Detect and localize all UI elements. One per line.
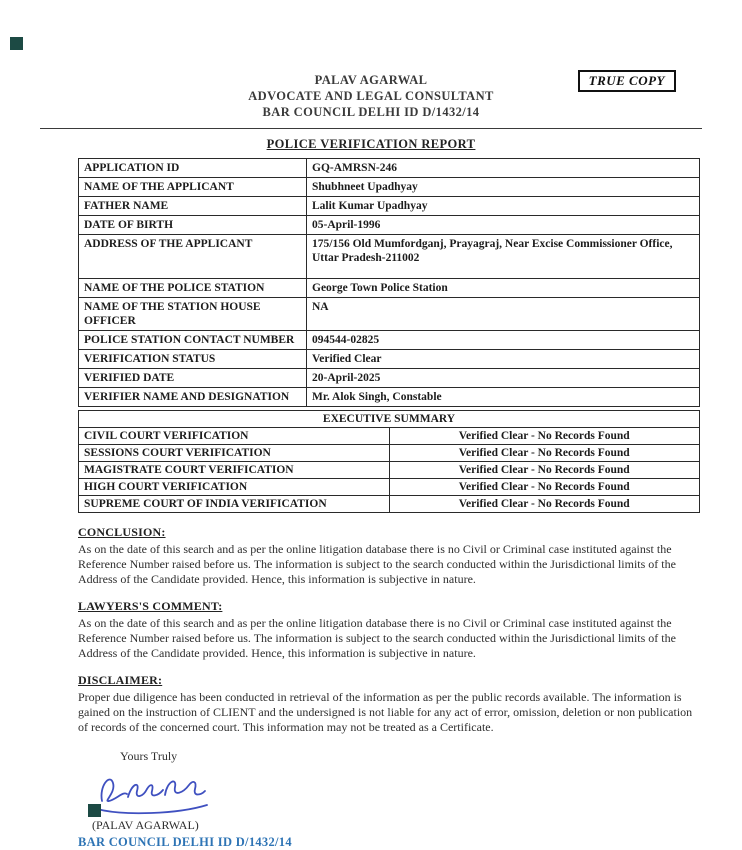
- signature-svg: [92, 768, 212, 818]
- field-value: 094544-02825: [307, 331, 700, 350]
- section-conclusion: [78, 525, 700, 587]
- advocate-designation: ADVOCATE AND LEGAL CONSULTANT: [248, 89, 494, 103]
- table-row: [79, 331, 700, 350]
- field-label: CIVIL COURT VERIFICATION: [79, 428, 390, 445]
- table-row: [79, 216, 700, 235]
- field-value: George Town Police Station: [307, 279, 700, 298]
- section-lawyers-comment: [78, 599, 700, 661]
- field-label: SUPREME COURT OF INDIA VERIFICATION: [79, 496, 390, 513]
- field-label: NAME OF THE POLICE STATION: [79, 279, 307, 298]
- conclusion-heading: CONCLUSION:: [78, 525, 166, 539]
- conclusion-text: As on the date of this search and as per the online litigation database there is no Civil or Criminal case instituted against the Reference Number raised before us. The information is subject to the search conducted within the Jurisdictional limits of the Address of the Candidate provided. Hence, this information is subjective in nature.: [78, 542, 676, 586]
- field-label: NAME OF THE STATION HOUSE OFFICER: [79, 298, 307, 331]
- table-row: [79, 496, 700, 513]
- table-row: [79, 350, 700, 369]
- field-value: Lalit Kumar Upadhyay: [307, 197, 700, 216]
- true-copy-stamp-label: TRUE COPY: [588, 73, 665, 88]
- disclaimer-text: Proper due diligence has been conducted in retrieval of the information as per the public records available. The information is gained on the instruction of CLIENT and the undersigned is not liable for any act of error, omission, deletion or non publication of records of the concerned court. This information may not be treated as a Certificate.: [78, 690, 693, 734]
- field-value: Verified Clear - No Records Found: [389, 496, 700, 513]
- executive-summary-header-row: [79, 411, 700, 428]
- field-label: MAGISTRATE COURT VERIFICATION: [79, 462, 390, 479]
- field-value: Mr. Alok Singh, Constable: [307, 388, 700, 407]
- letterhead: [0, 0, 742, 120]
- field-value: GQ-AMRSN-246: [307, 159, 700, 178]
- field-label: VERIFIER NAME AND DESIGNATION: [79, 388, 307, 407]
- field-value: Verified Clear - No Records Found: [389, 445, 700, 462]
- table-row: [79, 235, 700, 279]
- field-value: NA: [307, 298, 700, 331]
- field-value: 20-April-2025: [307, 369, 700, 388]
- true-copy-stamp: [578, 70, 676, 92]
- page-corner-marker-bottom: [88, 804, 101, 817]
- field-label: POLICE STATION CONTACT NUMBER: [79, 331, 307, 350]
- table-row: [79, 159, 700, 178]
- field-label: DATE OF BIRTH: [79, 216, 307, 235]
- field-value: Verified Clear: [307, 350, 700, 369]
- field-label: SESSIONS COURT VERIFICATION: [79, 445, 390, 462]
- page-corner-marker-top: [10, 37, 23, 50]
- header-divider: [40, 128, 702, 129]
- field-label: APPLICATION ID: [79, 159, 307, 178]
- section-disclaimer: [78, 673, 700, 735]
- field-label: ADDRESS OF THE APPLICANT: [79, 235, 307, 279]
- field-value: Shubhneet Upadhyay: [307, 178, 700, 197]
- details-table: [78, 158, 700, 407]
- executive-summary-table: [78, 410, 700, 513]
- lawyers-comment-text: As on the date of this search and as per the online litigation database there is no Civil or Criminal case instituted against the Reference Number raised before us. The information is subject to the search conducted within the Jurisdictional limits of the Address of the Candidate provided. Hence, this information is subjective in nature.: [78, 616, 676, 660]
- table-row: [79, 279, 700, 298]
- field-label: FATHER NAME: [79, 197, 307, 216]
- field-label: HIGH COURT VERIFICATION: [79, 479, 390, 496]
- valediction: Yours Truly: [120, 749, 178, 763]
- field-value: 175/156 Old Mumfordganj, Prayagraj, Near Excise Commissioner Office, Uttar Pradesh-211002: [307, 235, 700, 279]
- table-row: [79, 428, 700, 445]
- document-body: [78, 158, 700, 850]
- table-row: [79, 178, 700, 197]
- field-value: Verified Clear - No Records Found: [389, 462, 700, 479]
- table-row: [79, 445, 700, 462]
- table-row: [79, 479, 700, 496]
- lawyers-comment-heading: LAWYERS'S COMMENT:: [78, 599, 223, 613]
- field-label: VERIFICATION STATUS: [79, 350, 307, 369]
- advocate-name: PALAV AGARWAL: [314, 73, 428, 87]
- field-value: Verified Clear - No Records Found: [389, 428, 700, 445]
- signatory-name: (PALAV AGARWAL): [92, 818, 199, 832]
- signature-image: [92, 768, 700, 818]
- field-value: 05-April-1996: [307, 216, 700, 235]
- table-row: [79, 298, 700, 331]
- table-row: [79, 369, 700, 388]
- table-row: [79, 388, 700, 407]
- executive-summary-title: EXECUTIVE SUMMARY: [79, 411, 700, 428]
- bar-council-footer: BAR COUNCIL DELHI ID D/1432/14: [78, 835, 292, 849]
- bar-council-id: BAR COUNCIL DELHI ID D/1432/14: [262, 105, 480, 119]
- field-label: NAME OF THE APPLICANT: [79, 178, 307, 197]
- field-value: Verified Clear - No Records Found: [389, 479, 700, 496]
- disclaimer-heading: DISCLAIMER:: [78, 673, 163, 687]
- field-label: VERIFIED DATE: [79, 369, 307, 388]
- document-title: POLICE VERIFICATION REPORT: [266, 137, 476, 151]
- table-row: [79, 197, 700, 216]
- table-row: [79, 462, 700, 479]
